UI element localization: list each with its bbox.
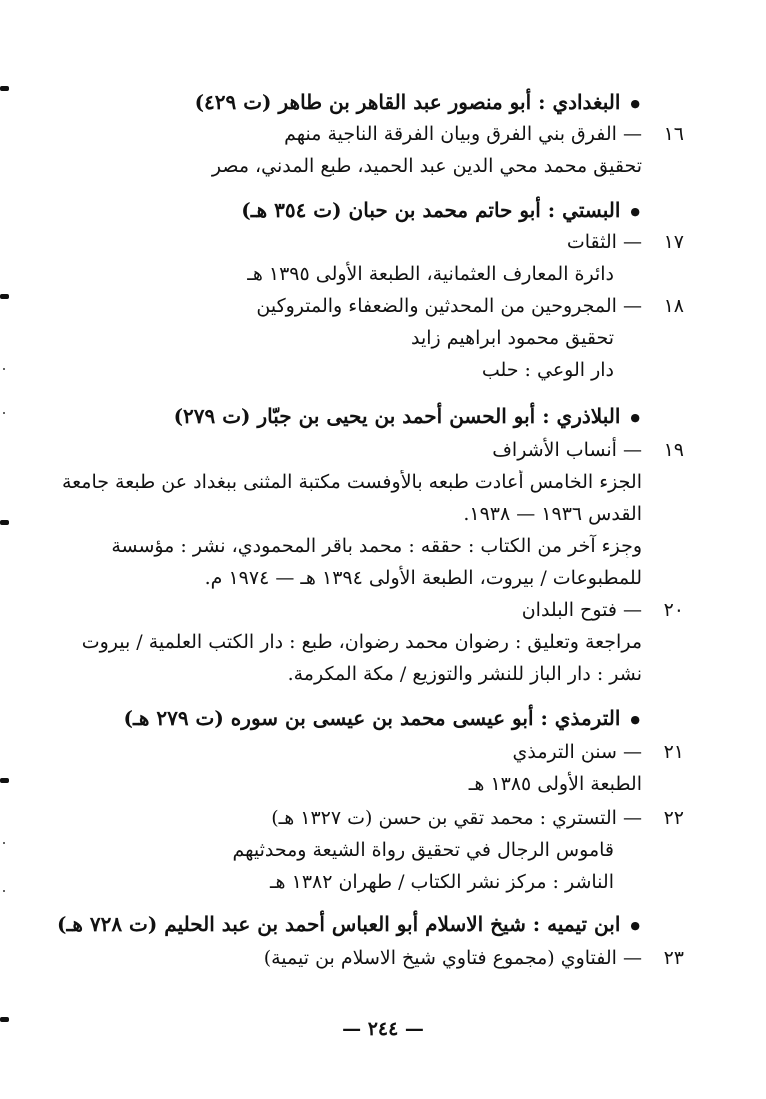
entry-line: مراجعة وتعليق : رضوان محمد رضوان، طبع : دار الكتب العلمية / بيروت bbox=[81, 631, 642, 653]
author-heading: ● ابن تيميه : شيخ الاسلام أبو العباس أحمد بن عبد الحليم (ت ٧٢٨ هـ) bbox=[57, 912, 640, 938]
margin-mark bbox=[0, 294, 9, 299]
entry-line: دائرة المعارف العثمانية، الطبعة الأولى ١٣٩٥ هـ bbox=[247, 263, 614, 285]
margin-dot bbox=[3, 368, 5, 370]
entry-line: الجزء الخامس أعادت طبعه بالأوفست مكتبة المثنى ببغداد عن طبعة جامعة bbox=[61, 471, 642, 493]
entry-line: نشر : دار الباز للنشر والتوزيع / مكة المكرمة. bbox=[287, 663, 642, 685]
entry-line: قاموس الرجال في تحقيق رواة الشيعة ومحدثيهم bbox=[232, 839, 614, 861]
entry-line: الطبعة الأولى ١٣٨٥ هـ bbox=[468, 773, 642, 795]
entry-number: ١٧ bbox=[663, 231, 684, 253]
entry-title: — الفتاوي (مجموع فتاوي شيخ الاسلام بن تيمية) bbox=[263, 947, 642, 969]
margin-dot bbox=[3, 890, 5, 892]
page-number: — ٢٤٤ — bbox=[342, 1018, 424, 1040]
entry-title: — سنن الترمذي bbox=[512, 741, 642, 763]
margin-mark bbox=[0, 778, 9, 783]
margin-dot bbox=[3, 412, 5, 414]
margin-dot bbox=[3, 842, 5, 844]
entry-number: ٢٢ bbox=[663, 807, 684, 829]
entry-number: ٢١ bbox=[663, 741, 684, 763]
entry-line: الناشر : مركز نشر الكتاب / طهران ١٣٨٢ هـ bbox=[269, 871, 614, 893]
entry-title: — أنساب الأشراف bbox=[492, 439, 642, 461]
entry-title: — فتوح البلدان bbox=[521, 599, 642, 621]
entry-number: ٢٠ bbox=[663, 599, 684, 621]
entry-title: — الفرق بني الفرق وبيان الفرقة الناجية منهم bbox=[284, 123, 642, 145]
author-heading: ● البغدادي : أبو منصور عبد القاهر بن طاهر (ت ٤٢٩) bbox=[195, 90, 640, 116]
entry-number: ١٩ bbox=[663, 439, 684, 461]
entry-line: القدس ١٩٣٦ — ١٩٣٨. bbox=[463, 503, 642, 525]
entry-title: — الثقات bbox=[566, 231, 642, 253]
entry-title: — التستري : محمد تقي بن حسن (ت ١٣٢٧ هـ) bbox=[271, 807, 642, 829]
author-heading: ● البستي : أبو حاتم محمد بن حبان (ت ٣٥٤ هـ) bbox=[241, 198, 640, 224]
entry-line: للمطبوعات / بيروت، الطبعة الأولى ١٣٩٤ هـ — ١٩٧٤ م. bbox=[204, 567, 642, 589]
entry-line: وجزء آخر من الكتاب : حققه : محمد باقر المحمودي، نشر : مؤسسة bbox=[111, 535, 642, 557]
entry-number: ٢٣ bbox=[663, 947, 684, 969]
entry-line: تحقيق محمود ابراهيم زايد bbox=[410, 327, 614, 349]
margin-mark bbox=[0, 520, 9, 525]
entry-line: دار الوعي : حلب bbox=[481, 359, 614, 381]
margin-mark bbox=[0, 86, 9, 91]
entry-title: — المجروحين من المحدثين والضعفاء والمتروكين bbox=[256, 295, 642, 317]
author-heading: ● الترمذي : أبو عيسى محمد بن عيسى بن سوره (ت ٢٧٩ هـ) bbox=[124, 706, 640, 732]
entry-line: تحقيق محمد محي الدين عبد الحميد، طبع المدني، مصر bbox=[211, 155, 642, 177]
entry-number: ١٨ bbox=[663, 295, 684, 317]
author-heading: ● البلاذري : أبو الحسن أحمد بن يحيى بن جبّار (ت ٢٧٩) bbox=[174, 404, 640, 430]
entry-number: ١٦ bbox=[663, 123, 684, 145]
